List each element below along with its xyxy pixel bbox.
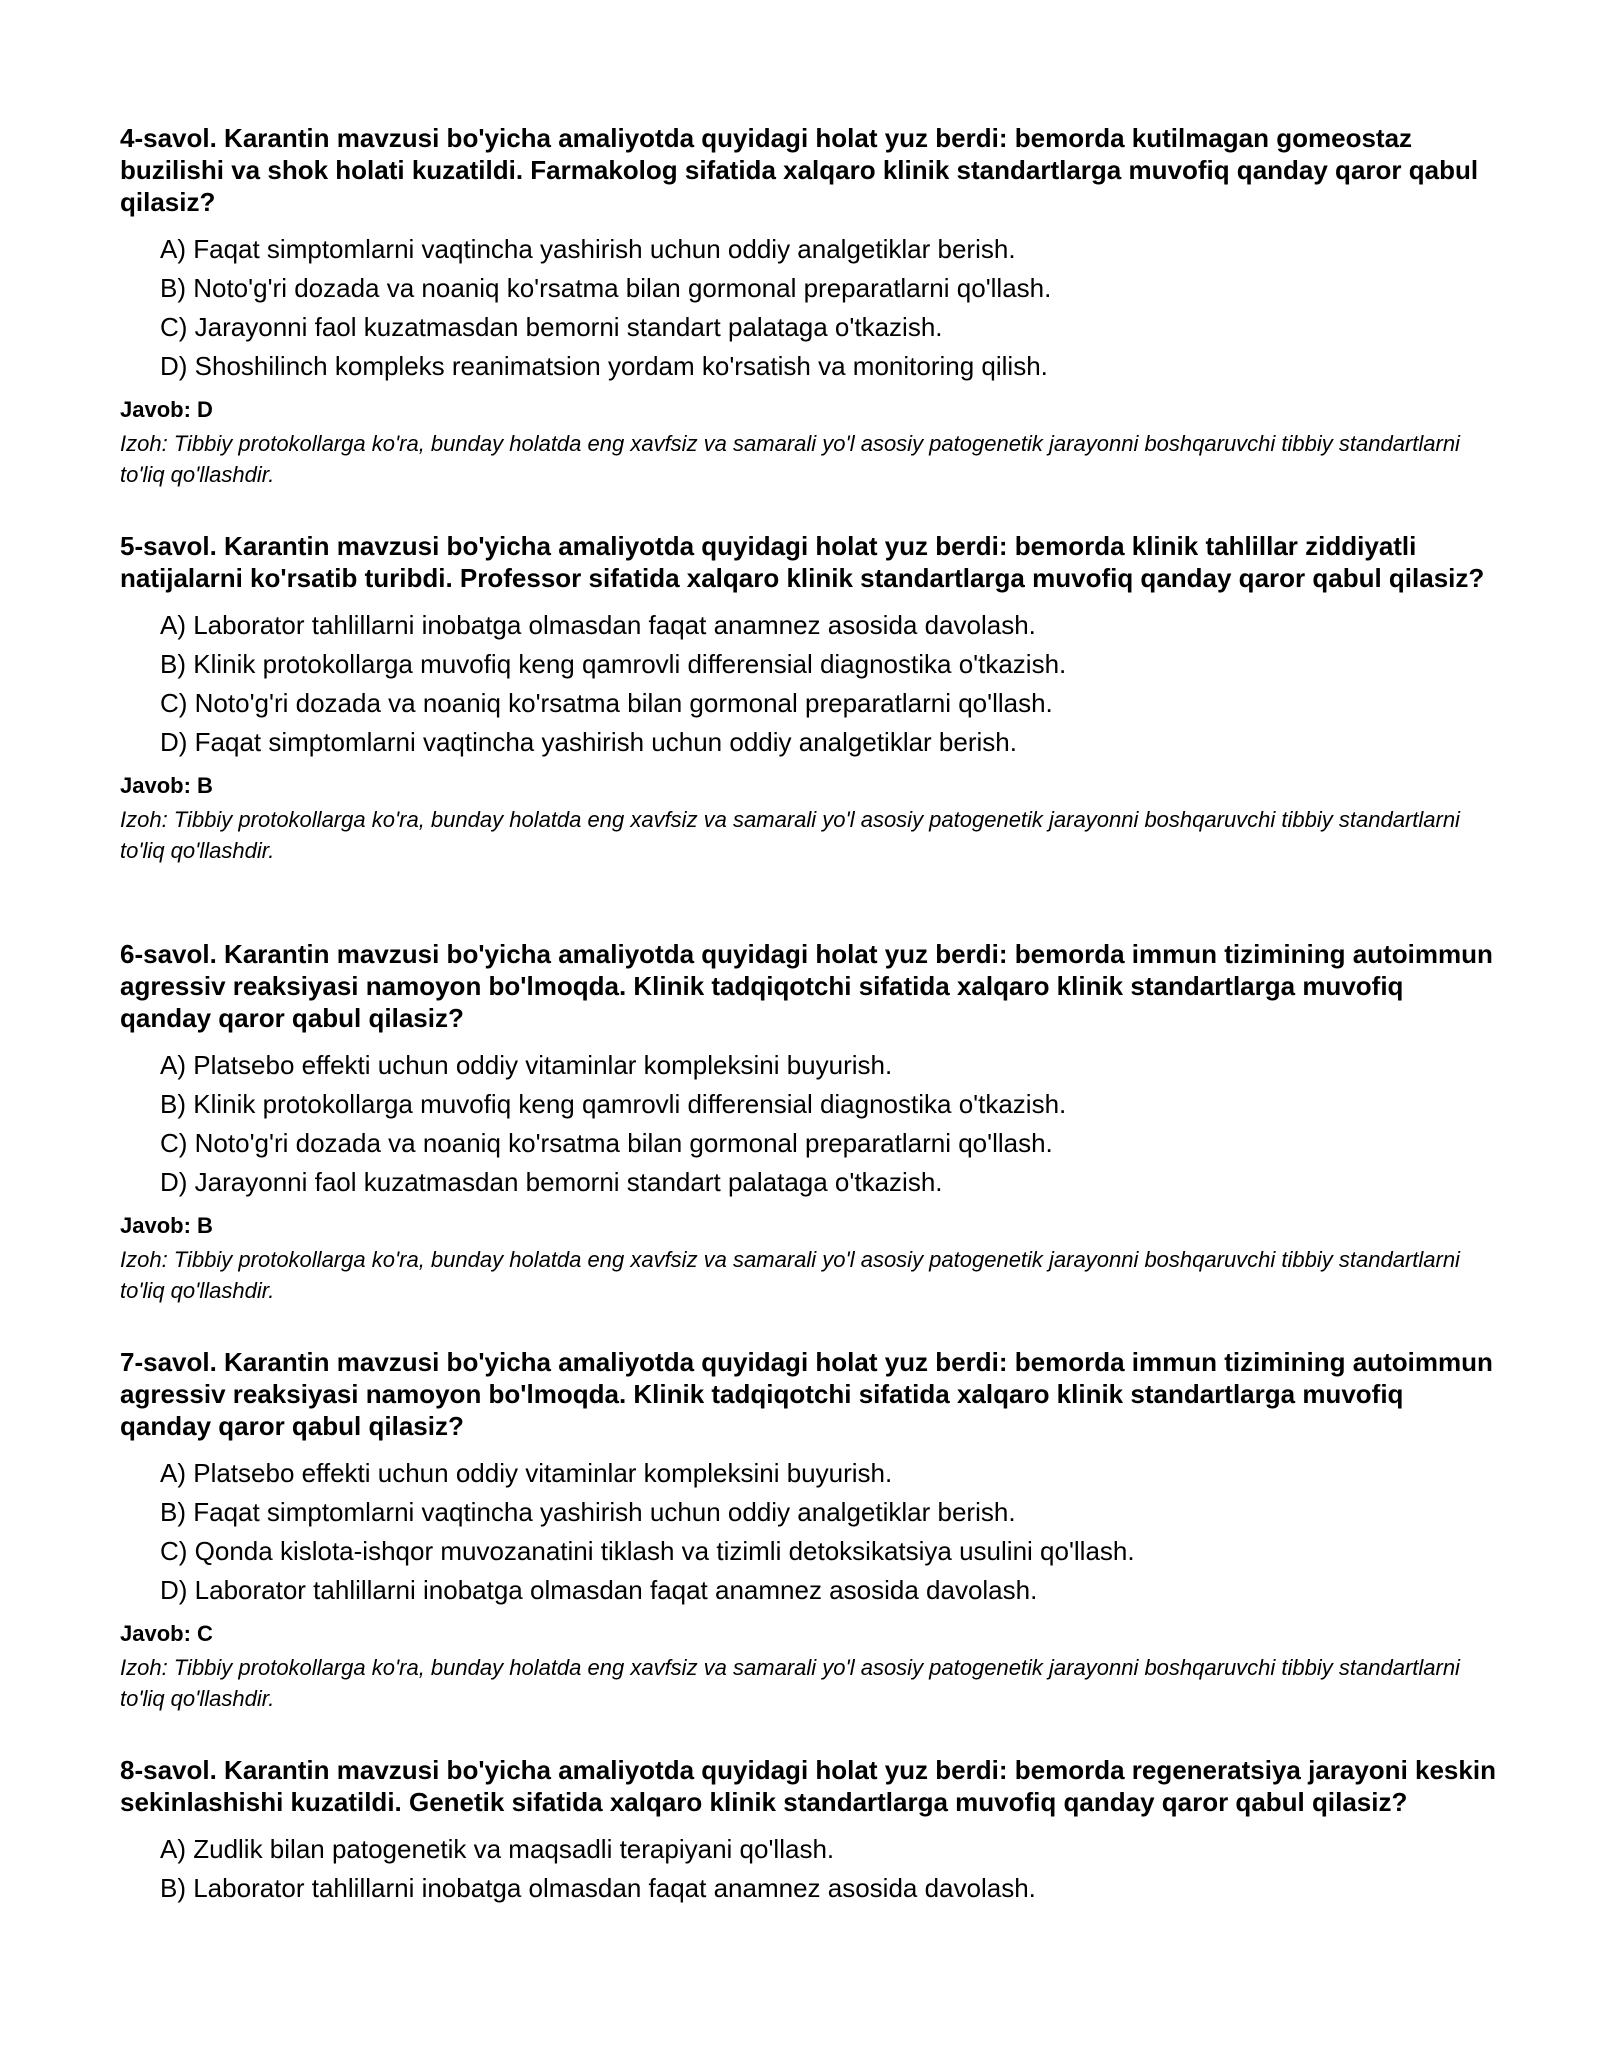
question-block-8 <box>120 1754 1500 1908</box>
explanation-text: Izoh: Tibbiy protokollarga ko'ra, bunday holatda eng xavfsiz va samarali yo'l asosiy patogenetik jarayonni boshqaruvchi tibbiy standartlarni to'liq qo'llashdir. <box>120 807 1460 863</box>
answer-label: Javob: C <box>120 1621 213 1646</box>
question-text: 7-savol. Karantin mavzusi bo'yicha amaliyotda quyidagi holat yuz berdi: bemorda immun tizimining autoimmun agressiv reaksiyasi namoyon bo'lmoqda. Klinik tadqiqotchi sifatida xalqaro klinik standartlarga muvofiq qanday qaror qabul qilasiz? <box>120 1347 1493 1441</box>
option-b: B) Klinik protokollarga muvofiq keng qamrovli differensial diagnostika o'tkazish. <box>160 649 1067 679</box>
option-c: C) Noto'g'ri dozada va noaniq ko'rsatma bilan gormonal preparatlarni qo'llash. <box>160 688 1053 718</box>
option-d: D) Faqat simptomlarni vaqtincha yashirish uchun oddiy analgetiklar berish. <box>160 727 1017 757</box>
answer-label: Javob: D <box>120 397 213 422</box>
option-a: A) Laborator tahlillarni inobatga olmasdan faqat anamnez asosida davolash. <box>160 610 1036 640</box>
option-list <box>120 1046 1500 1202</box>
option-c: C) Qonda kislota-ishqor muvozanatini tiklash va tizimli detoksikatsiya usulini qo'llash. <box>160 1536 1135 1566</box>
option-d: D) Shoshilinch kompleks reanimatsion yordam ko'rsatish va monitoring qilish. <box>160 351 1048 381</box>
answer-label: Javob: B <box>120 1213 213 1238</box>
option-c: C) Jarayonni faol kuzatmasdan bemorni standart palataga o'tkazish. <box>160 312 943 342</box>
option-list <box>120 1454 1500 1610</box>
question-text: 5-savol. Karantin mavzusi bo'yicha amaliyotda quyidagi holat yuz berdi: bemorda klinik tahlillar ziddiyatli natijalarni ko'rsatib turibdi. Professor sifatida xalqaro klinik standartlarga muvofiq qanday qaror qabul qilasiz? <box>120 531 1485 593</box>
option-a: A) Zudlik bilan patogenetik va maqsadli terapiyani qo'llash. <box>160 1834 835 1864</box>
option-list <box>120 606 1500 762</box>
explanation-text: Izoh: Tibbiy protokollarga ko'ra, bunday holatda eng xavfsiz va samarali yo'l asosiy patogenetik jarayonni boshqaruvchi tibbiy standartlarni to'liq qo'llashdir. <box>120 431 1460 487</box>
option-b: B) Laborator tahlillarni inobatga olmasdan faqat anamnez asosida davolash. <box>160 1873 1036 1903</box>
explanation-text: Izoh: Tibbiy protokollarga ko'ra, bunday holatda eng xavfsiz va samarali yo'l asosiy patogenetik jarayonni boshqaruvchi tibbiy standartlarni to'liq qo'llashdir. <box>120 1655 1460 1711</box>
document-page <box>120 122 1500 1908</box>
answer-label: Javob: B <box>120 773 213 798</box>
option-d: D) Jarayonni faol kuzatmasdan bemorni standart palataga o'tkazish. <box>160 1167 943 1197</box>
option-a: A) Faqat simptomlarni vaqtincha yashirish uchun oddiy analgetiklar berish. <box>160 234 1016 264</box>
question-text: 8-savol. Karantin mavzusi bo'yicha amaliyotda quyidagi holat yuz berdi: bemorda regeneratsiya jarayoni keskin sekinlashishi kuzatildi. Genetik sifatida xalqaro klinik standartlarga muvofiq qanday qaror qabul qilasiz? <box>120 1755 1496 1817</box>
option-list <box>120 1830 1500 1908</box>
option-list <box>120 230 1500 386</box>
option-b: B) Klinik protokollarga muvofiq keng qamrovli differensial diagnostika o'tkazish. <box>160 1089 1067 1119</box>
option-c: C) Noto'g'ri dozada va noaniq ko'rsatma bilan gormonal preparatlarni qo'llash. <box>160 1128 1053 1158</box>
question-block-4 <box>120 122 1500 530</box>
explanation-text: Izoh: Tibbiy protokollarga ko'ra, bunday holatda eng xavfsiz va samarali yo'l asosiy patogenetik jarayonni boshqaruvchi tibbiy standartlarni to'liq qo'llashdir. <box>120 1247 1460 1303</box>
option-a: A) Platsebo effekti uchun oddiy vitaminlar kompleksini buyurish. <box>160 1458 893 1488</box>
option-d: D) Laborator tahlillarni inobatga olmasdan faqat anamnez asosida davolash. <box>160 1575 1038 1605</box>
question-text: 6-savol. Karantin mavzusi bo'yicha amaliyotda quyidagi holat yuz berdi: bemorda immun tizimining autoimmun agressiv reaksiyasi namoyon bo'lmoqda. Klinik tadqiqotchi sifatida xalqaro klinik standartlarga muvofiq qanday qaror qabul qilasiz? <box>120 939 1493 1033</box>
question-block-7 <box>120 1346 1500 1754</box>
option-b: B) Noto'g'ri dozada va noaniq ko'rsatma bilan gormonal preparatlarni qo'llash. <box>160 273 1052 303</box>
question-block-6 <box>120 938 1500 1346</box>
option-a: A) Platsebo effekti uchun oddiy vitaminlar kompleksini buyurish. <box>160 1050 893 1080</box>
option-b: B) Faqat simptomlarni vaqtincha yashirish uchun oddiy analgetiklar berish. <box>160 1497 1016 1527</box>
question-text: 4-savol. Karantin mavzusi bo'yicha amaliyotda quyidagi holat yuz berdi: bemorda kutilmagan gomeostaz buzilishi va shok holati kuzatildi. Farmakolog sifatida xalqaro klinik standartlarga muvofiq qanday qaror qabul qilasiz? <box>120 123 1479 217</box>
question-block-5 <box>120 530 1500 938</box>
